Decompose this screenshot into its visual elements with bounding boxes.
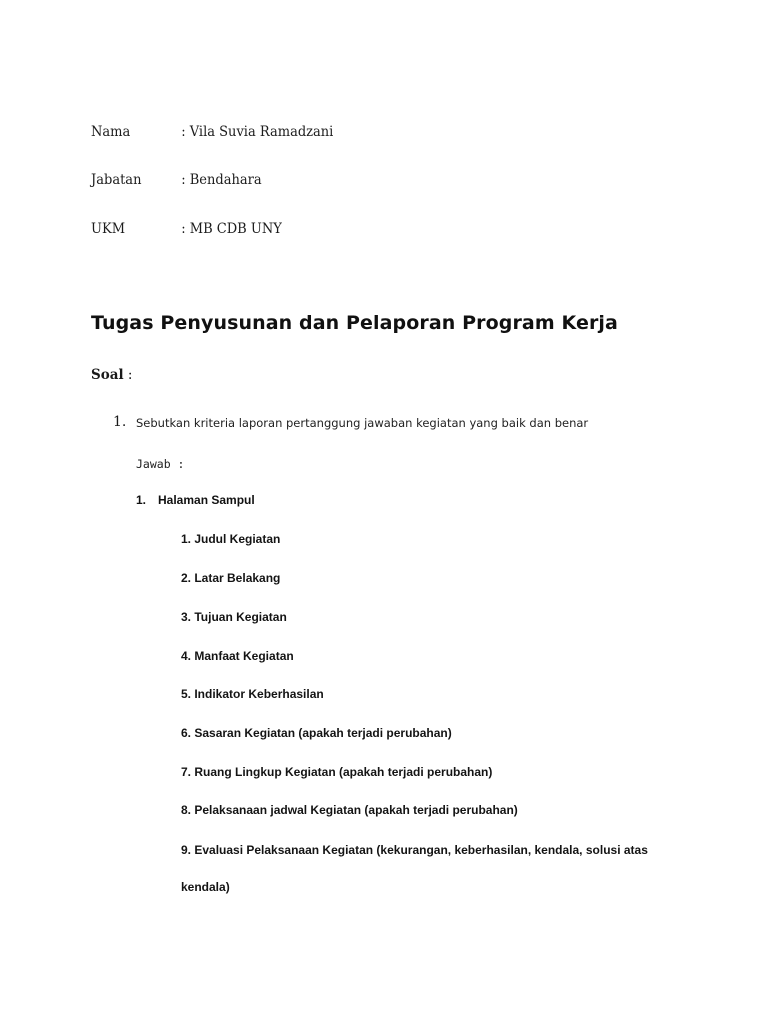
section-number: 1.	[136, 493, 147, 507]
list-item-continuation: kendala)	[181, 880, 230, 894]
question-text: Sebutkan kriteria laporan pertanggung jawaban kegiatan yang baik dan benar	[136, 416, 589, 430]
list-item: 1. Judul Kegiatan	[181, 532, 281, 546]
list-item: 7. Ruang Lingkup Kegiatan (apakah terjadi perubahan)	[181, 765, 493, 779]
soal-label: Soal	[91, 367, 124, 383]
question-number: 1.	[113, 414, 127, 430]
meta-value: : Bendahara	[181, 172, 262, 188]
document-title: Tugas Penyusunan dan Pelaporan Program Kerja	[91, 312, 618, 334]
soal-suffix: :	[123, 367, 133, 383]
meta-value: : MB CDB UNY	[181, 221, 282, 237]
meta-label: UKM	[91, 221, 126, 237]
list-item: 4. Manfaat Kegiatan	[181, 649, 294, 663]
meta-label: Jabatan	[91, 172, 142, 188]
list-item: 2. Latar Belakang	[181, 571, 281, 585]
answer-label: Jawab :	[136, 457, 185, 471]
meta-label: Nama	[91, 124, 131, 140]
list-item: 8. Pelaksanaan jadwal Kegiatan (apakah terjadi perubahan)	[181, 803, 518, 817]
meta-value: : Vila Suvia Ramadzani	[181, 124, 334, 140]
section-heading	[136, 493, 255, 507]
section-title: Halaman Sampul	[158, 493, 255, 507]
list-item: 3. Tujuan Kegiatan	[181, 610, 287, 624]
soal-heading	[91, 367, 132, 383]
list-item: 6. Sasaran Kegiatan (apakah terjadi perubahan)	[181, 726, 452, 740]
list-item: 5. Indikator Keberhasilan	[181, 687, 324, 701]
list-item: 9. Evaluasi Pelaksanaan Kegiatan (kekurangan, keberhasilan, kendala, solusi atas	[181, 843, 648, 857]
